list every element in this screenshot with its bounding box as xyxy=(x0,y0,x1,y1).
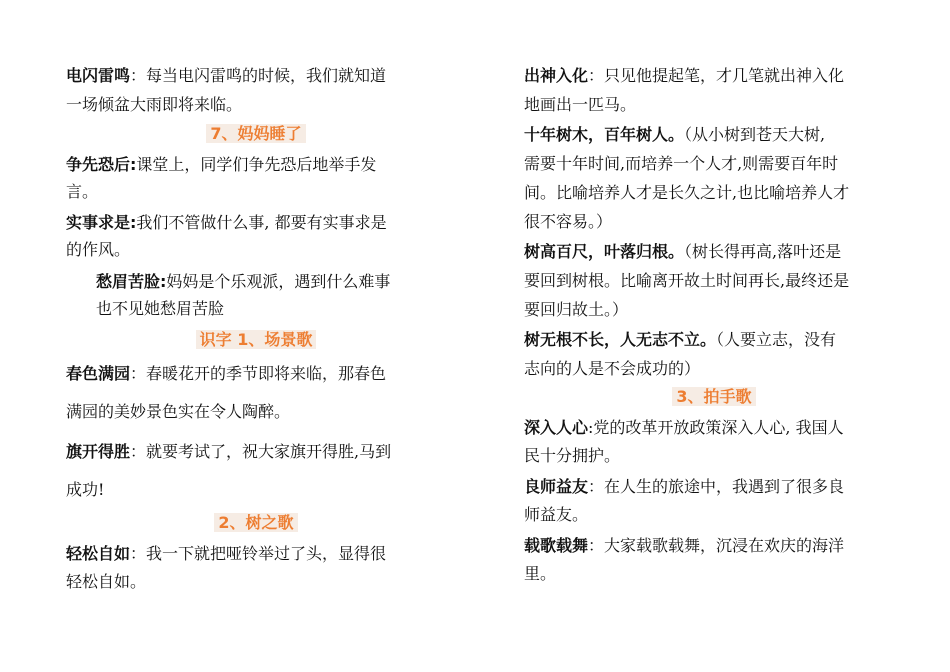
section-heading: 2、树之歌 xyxy=(66,513,446,533)
entry-text-line: 轻松自如。 xyxy=(66,572,147,591)
entry-text-line: 一场倾盆大雨即将来临。 xyxy=(66,95,243,114)
entry-text-line: 成功! xyxy=(66,480,105,499)
entry-text: （从小树到苍天大树, xyxy=(684,125,826,144)
entry-text: （人要立志，没有 xyxy=(716,330,837,349)
entry-text: 党的改革开放政策深入人心, 我国人 xyxy=(593,418,844,437)
entry-text-line: 里。 xyxy=(524,564,557,583)
entry-text-line: 满园的美妙景色实在令人陶醉。 xyxy=(66,402,291,421)
entry-text-line: 需要十年时间,而培养一个人才,则需要百年时 xyxy=(524,154,839,173)
entry-text: 我们不管做什么事, 都要有实事求是 xyxy=(136,213,387,232)
entry-shuwugen xyxy=(524,330,904,350)
entry-separator: ： xyxy=(588,66,605,85)
entry-liangshiyiyou xyxy=(524,477,904,497)
entry-text: 就要考试了，祝大家旗开得胜,马到 xyxy=(146,442,392,461)
entry-shishiqiushi xyxy=(66,213,446,233)
entry-text: 大家载歌载舞，沉浸在欢庆的海洋 xyxy=(604,536,845,555)
entry-term: 深入人心 xyxy=(524,418,589,437)
entry-zhengxiankonghou xyxy=(66,155,446,175)
entry-term: 树高百尺，叶落归根。 xyxy=(524,242,685,261)
entry-term: 愁眉苦脸: xyxy=(96,272,167,291)
entry-term: 轻松自如 xyxy=(66,544,131,563)
entry-text: 只见他提起笔，才几笔就出神入化 xyxy=(604,66,845,85)
entry-term: 载歌载舞 xyxy=(524,536,589,555)
entry-qingsongziru xyxy=(66,544,446,564)
entry-zaigezaiwu xyxy=(524,536,904,556)
entry-term: 争先恐后: xyxy=(66,155,137,174)
entry-separator: ： xyxy=(130,66,147,85)
entry-text: 在人生的旅途中，我遇到了很多良 xyxy=(604,477,845,496)
entry-shugaobaichi xyxy=(524,242,904,262)
entry-text-line: 要回归故土。） xyxy=(524,300,629,319)
entry-chunsemanyuan xyxy=(66,364,446,384)
entry-text-line: 地画出一匹马。 xyxy=(524,95,637,114)
entry-text-line: 要回到树根。比喻离开故土时间再长,最终还是 xyxy=(524,271,850,290)
entry-text-line: 言。 xyxy=(66,182,99,201)
entry-text-line: 民十分拥护。 xyxy=(524,446,621,465)
entry-text: 我一下就把哑铃举过了头，显得很 xyxy=(146,544,387,563)
section-heading: 识字 1、场景歌 xyxy=(66,330,446,350)
entry-term: 春色满园 xyxy=(66,364,131,383)
entry-separator: ： xyxy=(588,536,605,555)
entry-text-line: 的作风。 xyxy=(66,240,131,259)
entry-text: 课堂上，同学们争先恐后地举手发 xyxy=(136,155,377,174)
entry-qikaidesheng xyxy=(66,442,446,462)
entry-term: 电闪雷鸣 xyxy=(66,66,131,85)
entry-term: 良师益友 xyxy=(524,477,589,496)
entry-separator: ： xyxy=(130,544,147,563)
entry-separator: : xyxy=(588,418,594,437)
section-heading: 7、妈妈睡了 xyxy=(66,124,446,144)
entry-text-line: 师益友。 xyxy=(524,505,589,524)
entry-choumeikulian xyxy=(96,272,476,292)
entry-text: 妈妈是个乐观派，遇到什么难事 xyxy=(166,272,391,291)
entry-text-line: 也不见她愁眉苦脸 xyxy=(96,299,225,318)
entry-shinianshumu xyxy=(524,125,904,145)
entry-text: 每当电闪雷鸣的时候，我们就知道 xyxy=(146,66,387,85)
entry-term: 旗开得胜 xyxy=(66,442,131,461)
entry-text-line: 间。比喻培养人才是长久之计,也比喻培养人才 xyxy=(524,183,850,202)
entry-term: 树无根不长，人无志不立。 xyxy=(524,330,717,349)
entry-text-line: 志向的人是不会成功的） xyxy=(524,359,701,378)
entry-term: 实事求是: xyxy=(66,213,137,232)
entry-text-line: 很不容易。） xyxy=(524,212,613,231)
entry-separator: ： xyxy=(130,364,147,383)
entry-term: 出神入化 xyxy=(524,66,589,85)
entry-separator: ： xyxy=(130,442,147,461)
entry-term: 十年树木，百年树人。 xyxy=(524,125,685,144)
entry-text: （树长得再高,落叶还是 xyxy=(684,242,842,261)
entry-dianshanleiming xyxy=(66,66,446,86)
section-heading: 3、拍手歌 xyxy=(524,387,904,407)
entry-separator: ： xyxy=(588,477,605,496)
entry-shenrurenxin xyxy=(524,418,904,438)
entry-chushenruhua xyxy=(524,66,904,86)
entry-text: 春暖花开的季节即将来临，那春色 xyxy=(146,364,387,383)
